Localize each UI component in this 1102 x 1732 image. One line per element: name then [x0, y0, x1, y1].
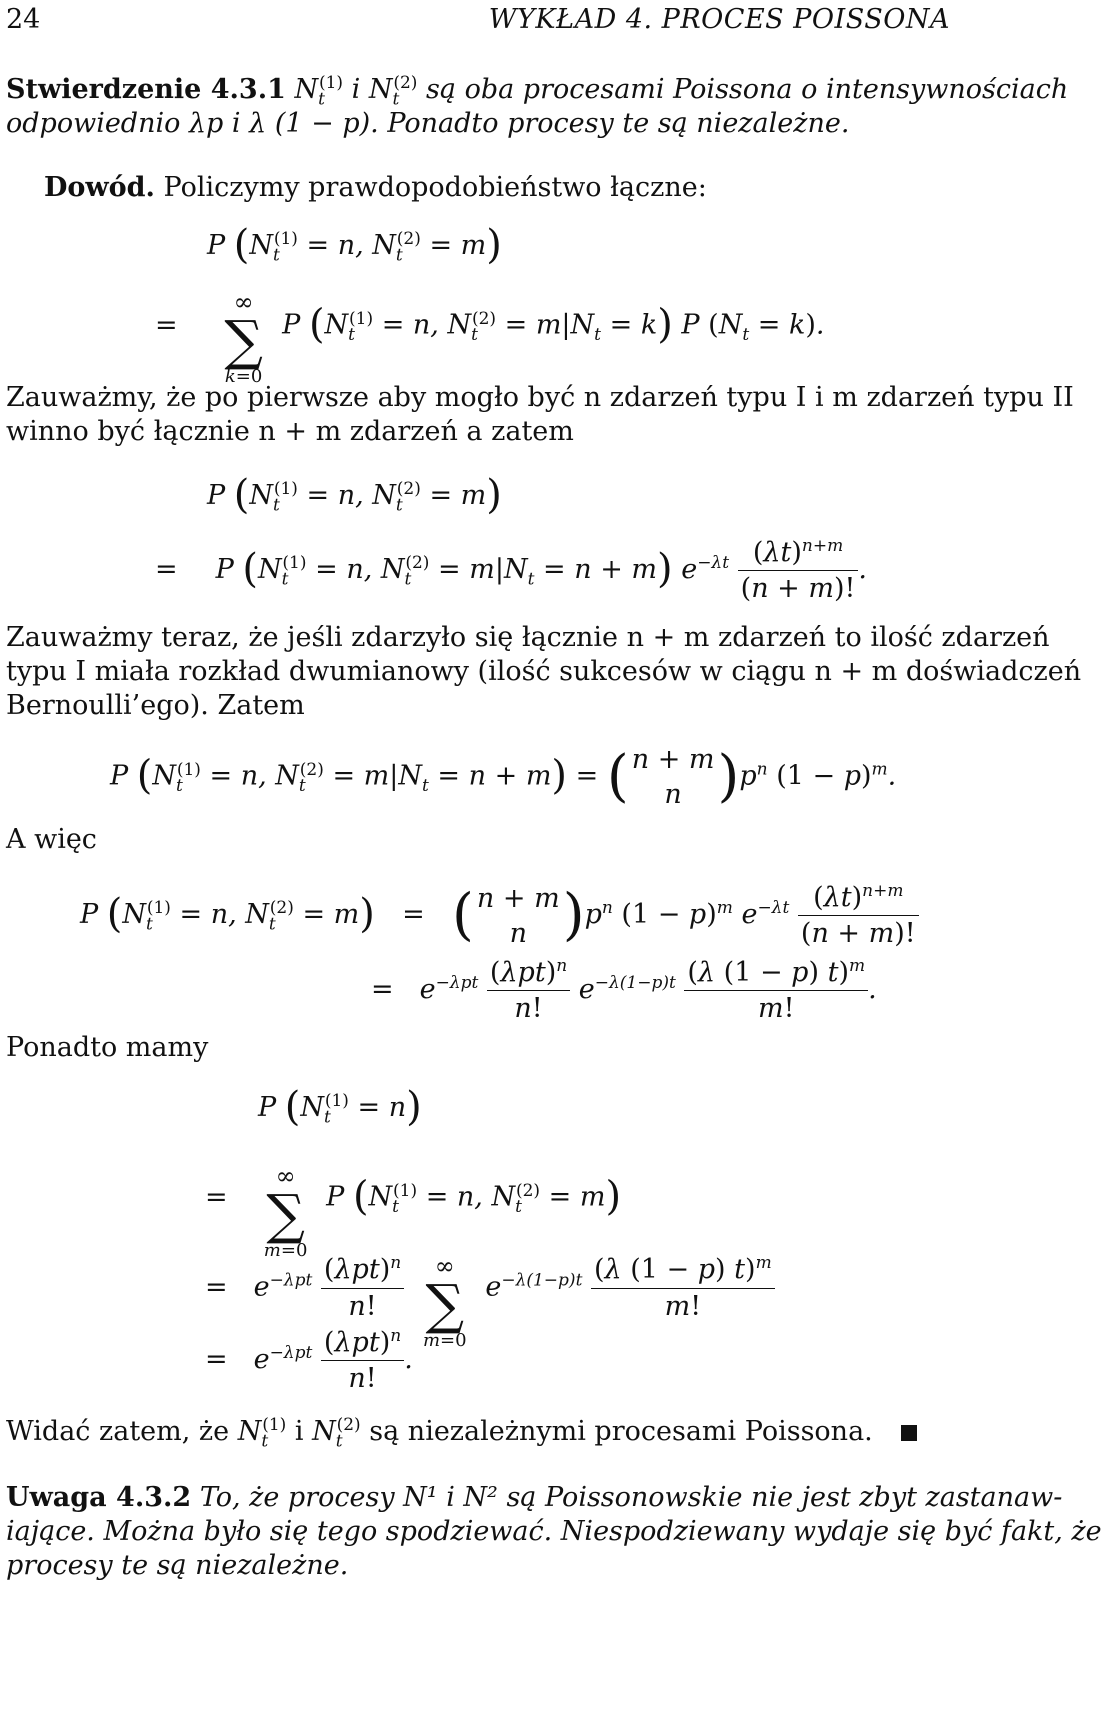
statement-text-1: są oba procesami Poissona o intensywnościach — [426, 74, 1069, 105]
equation-5-line-3: = $e^{-\lambda pt}$ $\frac{(\lambda pt)^n}{n!}$ ∞ ∑ m=0 $e^{-\lambda(1-p)t}$ $\frac{(\lambda (1 - p) t)^m}{m!}$ — [205, 1240, 775, 1336]
statement-label: Stwierdzenie 4.3.1 — [6, 74, 286, 105]
paragraph-1-line-2: winno być łącznie n + m zdarzeń a zatem — [6, 416, 574, 447]
paragraph-2-line-2: typu I miała rozkład dwumianowy (ilość sukcesów w ciągu n + m doświadczeń — [6, 656, 1082, 687]
equation-5-line-2: = ∞ ∑ m=0 P ($N_t^{(1)} = n$, $N_t^{(2)} = m$) — [205, 1162, 622, 1262]
ponadto-text: Ponadto mamy — [6, 1032, 209, 1063]
proof-label: Dowód. — [44, 172, 155, 203]
equation-2-line-1: P ($N_t^{(1)} = n$, $N_t^{(2)} = m$) — [207, 472, 502, 518]
a-wiec-text: A więc — [6, 824, 97, 855]
equation-4-line-1: P ($N_t^{(1)} = n$, $N_t^{(2)} = m$) = ( n + m n )$p^n$ $(1 - p)^m$ $e^{-\lambda t}$ $\frac{(\lambda t)^{n+m}}{(n + m)!}$ — [80, 880, 919, 951]
chapter-title: WYKŁAD 4. PROCES POISSONA — [488, 4, 950, 35]
statement-line-2: odpowiednio λp i λ (1 − p). Ponadto procesy te są niezależne. — [6, 108, 850, 139]
conclusion-text: są niezależnymi procesami Poissona. — [369, 1416, 873, 1447]
paragraph-2-line-1: Zauważmy teraz, że jeśli zdarzyło się łącznie n + m zdarzeń to ilość zdarzeń — [6, 622, 1050, 653]
remark-line-2: iające. Można było się tego spodziewać. Niespodziewany wydaje się być fakt, że — [6, 1516, 1102, 1547]
remark-text-1: To, że procesy N¹ i N² są Poissonowskie nie jest zbyt zastanaw- — [199, 1482, 1063, 1513]
paragraph-2-line-3: Bernoulli’ego). Zatem — [6, 690, 305, 721]
equation-1-line-2: = ∞ ∑ k=0 P ($N_t^{(1)} = n$, $N_t^{(2)} = m|N_t = k$) P $(N_t = k)$. — [155, 288, 825, 388]
remark-line-3: procesy te są niezależne. — [6, 1550, 349, 1581]
conclusion-line: Widać zatem, że $N_t^{(1)}$ i $N_t^{(2)}$ są niezależnymi procesami Poissona. — [6, 1414, 917, 1449]
statement-line-1: Stwierdzenie 4.3.1 $N_t^{(1)}$ i $N_t^{(2)}$ są oba procesami Poissona o intensywnościach — [6, 73, 1069, 110]
equation-5-line-4: = $e^{-\lambda pt}$ $\frac{(\lambda pt)^n}{n!}$ . — [205, 1326, 413, 1395]
paragraph-1-line-1: Zauważmy, że po pierwsze aby mogło być n zdarzeń typu I i m zdarzeń typu II — [6, 382, 1074, 413]
conclusion-prefix: Widać zatem, że — [6, 1416, 230, 1447]
remark-label: Uwaga 4.3.2 — [6, 1482, 192, 1513]
equation-2-line-2: = P ($N_t^{(1)} = n$, $N_t^{(2)} = m|N_t = n + m$) $e^{-\lambda t}$ $\frac{(\lambda t)^{n+m}}{(n + m)!}$ . — [155, 536, 867, 605]
proof-intro-line — [44, 170, 707, 205]
equation-1-line-1: P ($N_t^{(1)} = n$, $N_t^{(2)} = m$) — [207, 222, 502, 268]
remark-line-1 — [6, 1480, 1062, 1515]
proof-intro: Policzymy prawdopodobieństwo łączne: — [163, 172, 707, 203]
equation-5-line-1: P $(N_t^{(1)} = n)$ — [258, 1084, 422, 1130]
page-number: 24 — [6, 4, 41, 35]
equation-3: P ($N_t^{(1)} = n$, $N_t^{(2)} = m|N_t = n + m$) = ( n + m n )$p^n$ $(1 - p)^m$. — [110, 744, 897, 811]
qed-square-icon — [901, 1425, 917, 1441]
equation-4-line-2: = $e^{-\lambda pt}$ $\frac{(\lambda pt)^n}{n!}$ $e^{-\lambda(1-p)t}$ $\frac{(\lambda (1 - p) t)^m}{m!}$ . — [371, 956, 877, 1025]
